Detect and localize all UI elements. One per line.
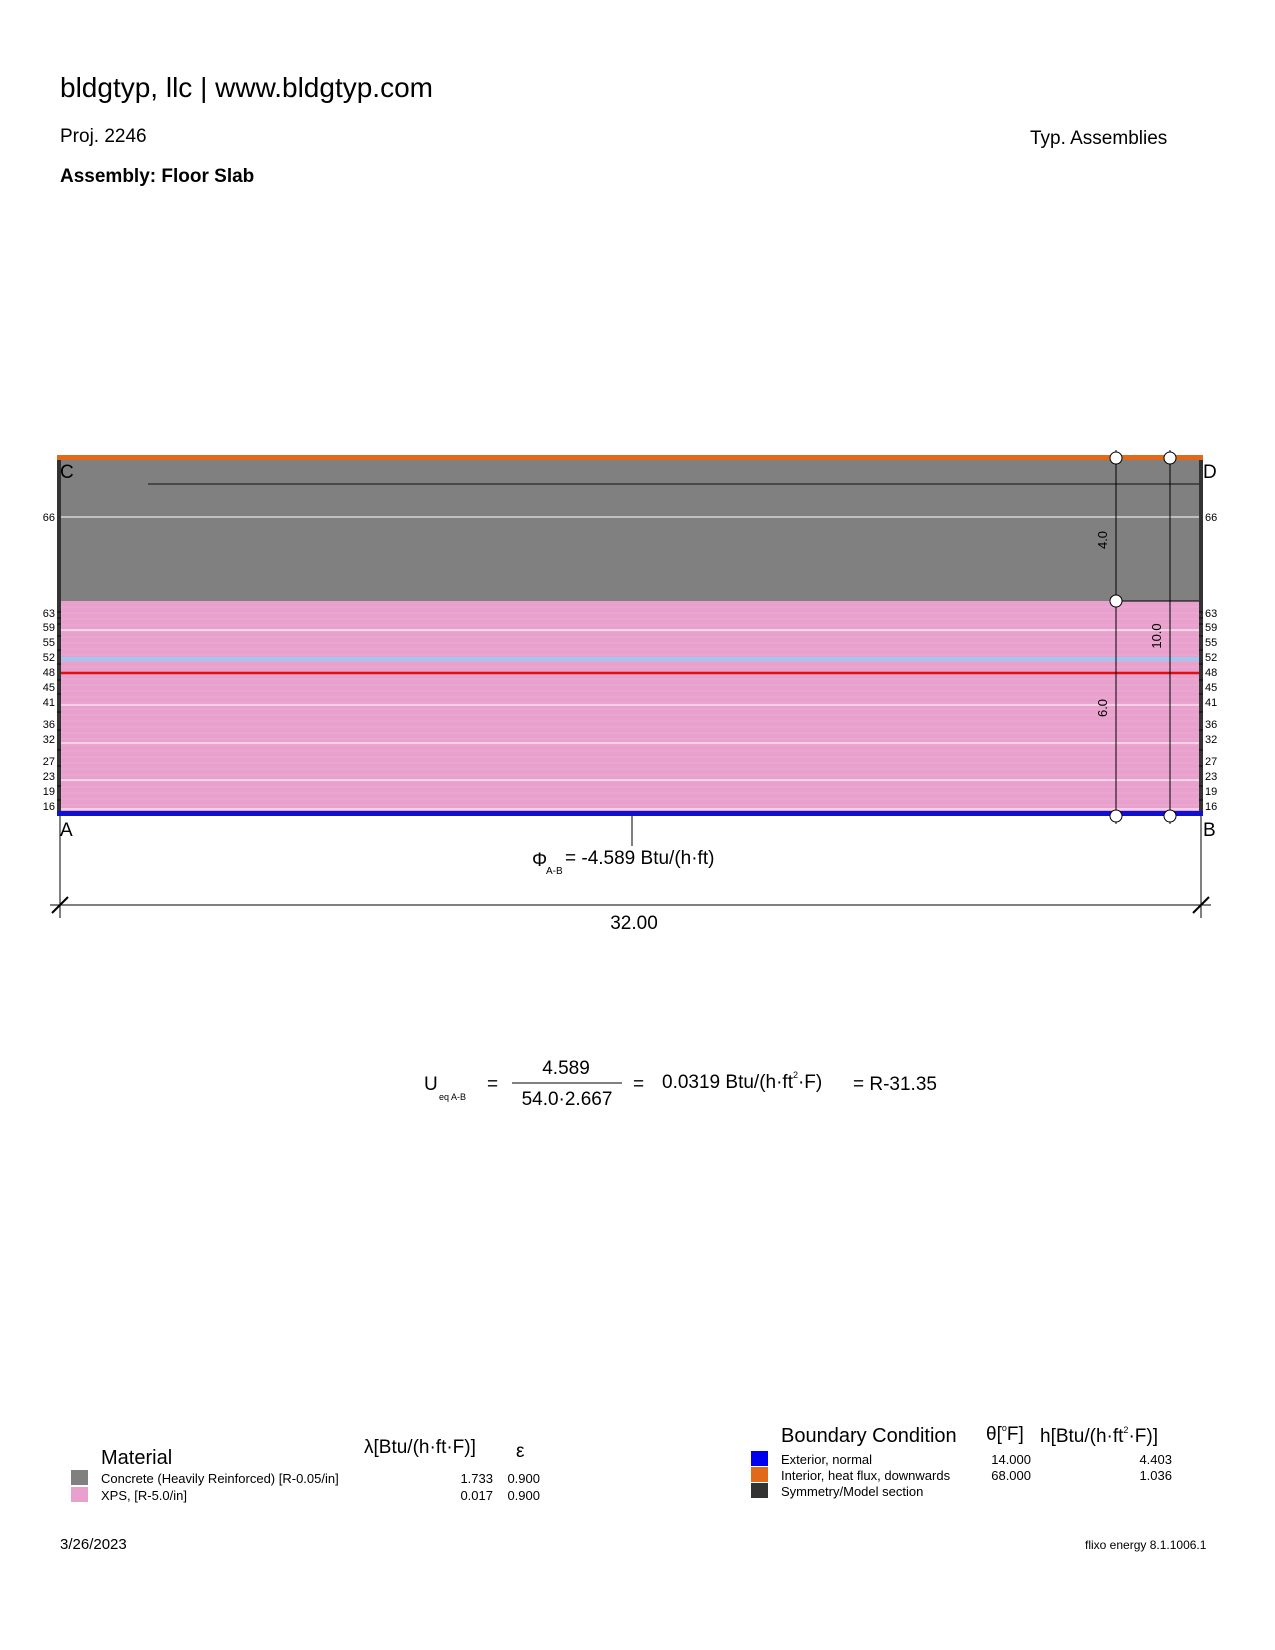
dimension-xps: 6.0: [1095, 698, 1110, 718]
isotherm-label-left: 32: [42, 734, 55, 746]
isotherm-label-right: 41: [1205, 697, 1218, 709]
heat-flow-symbol: Φ: [532, 850, 548, 871]
corner-label-b: B: [1203, 820, 1216, 841]
material-swatch-concrete: [71, 1470, 88, 1485]
corner-label-d: D: [1203, 462, 1217, 483]
isotherm-label-right: 59: [1205, 622, 1218, 634]
isotherm-label-right: 19: [1205, 786, 1218, 798]
isotherm-label-right: 63: [1205, 608, 1218, 620]
boundary-h: 1.036: [1139, 1468, 1172, 1483]
material-lambda: 0.017: [460, 1488, 493, 1503]
symmetry-left: [57, 460, 61, 811]
h-header: $h[Btu/(h\cdot ft^2\cdot F)]$: [1040, 1425, 1158, 1447]
isotherm-label-left: 48: [42, 667, 55, 679]
heat-flow-subscript: A-B: [546, 866, 563, 877]
boundary-name: Interior, heat flux, downwards: [781, 1468, 951, 1483]
heat-flow-value: = -4.589 Btu/(h·ft): [565, 848, 715, 869]
u-equals-2: =: [633, 1074, 645, 1095]
interior-boundary: [57, 455, 1203, 460]
u-denominator: 54.0·2.667: [521, 1089, 613, 1110]
material-swatch-xps: [71, 1487, 88, 1502]
concrete-layer: [59, 458, 1201, 601]
dimension-total: 10.0: [1149, 623, 1164, 649]
isotherm-label-left: 45: [42, 682, 55, 694]
boundary-name: Exterior, normal: [781, 1452, 873, 1467]
project-number: Proj. 2246: [60, 126, 147, 147]
isotherm-label-right: 23: [1205, 771, 1218, 783]
boundary-theta: 68.000: [991, 1468, 1031, 1483]
boundary-swatch-interior: [751, 1467, 768, 1482]
software-version: flixo energy 8.1.1006.1: [1085, 1538, 1207, 1552]
isotherm-label-left: 66: [42, 512, 55, 524]
isotherm-label-right: 16: [1205, 801, 1218, 813]
exterior-boundary: [57, 811, 1203, 816]
lambda-header: λ[Btu/(h·ft·F)]: [364, 1437, 476, 1458]
footer-date: 3/26/2023: [60, 1536, 127, 1553]
isotherm-label-right: 55: [1205, 637, 1218, 649]
u-equals: =: [487, 1074, 499, 1095]
isotherm-label-left: 63: [42, 608, 55, 620]
isotherm-label-right: 27: [1205, 756, 1218, 768]
theta-header: θ[$^o$F]: [986, 1423, 1024, 1445]
isotherm-label-left: 59: [42, 622, 55, 634]
boundary-swatch-symmetry: [751, 1483, 768, 1498]
boundary-legend-heading: Boundary Condition: [781, 1425, 957, 1447]
boundary-theta: 14.000: [991, 1452, 1031, 1467]
boundary-name: Symmetry/Model section: [781, 1484, 924, 1499]
isotherm-label-right: 32: [1205, 734, 1218, 746]
boundary-h: 4.403: [1139, 1452, 1172, 1467]
isotherm-label-left: 36: [42, 719, 55, 731]
isotherm-label-left: 16: [42, 801, 55, 813]
isotherm-label-right: 36: [1205, 719, 1218, 731]
assembly-title: Assembly: Floor Slab: [60, 166, 255, 187]
u-symbol: U: [424, 1074, 438, 1095]
category-label: Typ. Assemblies: [1030, 128, 1168, 149]
epsilon-header: ε: [516, 1441, 525, 1462]
u-numerator: 4.589: [542, 1058, 590, 1079]
u-subscript: eq A-B: [439, 1092, 467, 1102]
corner-label-c: C: [60, 462, 74, 483]
boundary-swatch-exterior: [751, 1451, 768, 1466]
material-epsilon: 0.900: [507, 1471, 540, 1486]
isotherm-label-left: 27: [42, 756, 55, 768]
material-name: XPS, [R-5.0/in]: [101, 1488, 187, 1503]
material-epsilon: 0.900: [507, 1488, 540, 1503]
symmetry-right: [1199, 460, 1203, 811]
isotherm-label-left: 52: [42, 652, 55, 664]
isotherm-label-left: 19: [42, 786, 55, 798]
material-name: Concrete (Heavily Reinforced) [R-0.05/in]: [101, 1471, 339, 1486]
isotherm-label-left: 23: [42, 771, 55, 783]
company-title: bldgtyp, llc | www.bldgtyp.com: [60, 72, 433, 103]
isotherm-label-left: 41: [42, 697, 55, 709]
dimension-concrete: 4.0: [1095, 530, 1110, 550]
material-legend-heading: Material: [101, 1447, 173, 1469]
material-lambda: 1.733: [460, 1471, 493, 1486]
corner-label-a: A: [60, 820, 73, 841]
isotherm-label-right: 66: [1205, 512, 1218, 524]
u-result: 0.0319 Btu/$(h\cdot ft^2\cdot F)$: [662, 1070, 823, 1093]
isotherm-label-right: 52: [1205, 652, 1218, 664]
r-value: = R-31.35: [853, 1074, 937, 1095]
isotherm-label-right: 48: [1205, 667, 1218, 679]
dimension-width: 32.00: [610, 913, 658, 934]
isotherm-label-right: 45: [1205, 682, 1218, 694]
isotherm-label-left: 55: [42, 637, 55, 649]
